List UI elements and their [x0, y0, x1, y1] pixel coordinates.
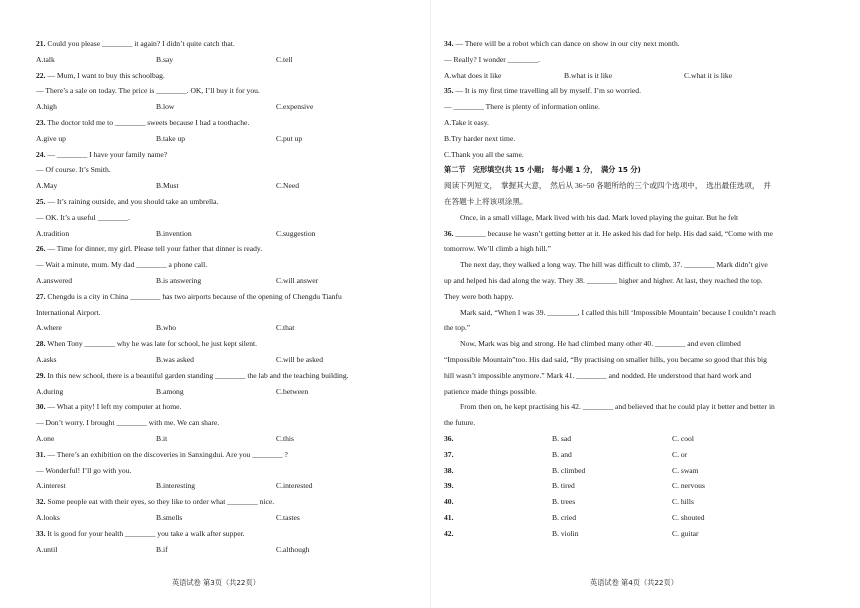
- text-line: C.Thank you all the same.: [444, 149, 524, 159]
- option-c: C. swam: [672, 465, 699, 475]
- question-number: 28.: [36, 339, 46, 349]
- answer-choice-row: [444, 526, 824, 542]
- option-c: C.although: [276, 544, 310, 554]
- option-c: C.interested: [276, 481, 313, 491]
- options-row: [444, 68, 824, 84]
- option-c: C.this: [276, 433, 294, 443]
- options-row: [36, 178, 416, 194]
- question-number: 33.: [36, 528, 46, 538]
- options-row: [36, 542, 416, 558]
- options-row: [36, 431, 416, 447]
- option-c: C.suggestion: [276, 228, 316, 238]
- option-c: C.expensive: [276, 102, 314, 112]
- option-c: C. cool: [672, 433, 694, 443]
- answer-choice-row: [444, 494, 824, 510]
- option-b: B.invention: [156, 228, 192, 238]
- answer-choice-row: [444, 447, 824, 463]
- option-c: C.what it is like: [684, 70, 733, 80]
- question-text: — What a pity! I left my computer at home.: [45, 402, 182, 412]
- left-page-footer: 英语试卷 第3页（共22页）: [172, 578, 260, 587]
- option-a: A.during: [36, 386, 64, 396]
- option-a: A.asks: [36, 354, 57, 364]
- question-text: — There will be a robot which can dance on show in our city next month.: [453, 39, 680, 48]
- question-line: [36, 368, 416, 384]
- option-a-cell: [444, 431, 552, 447]
- question-number: 21.: [36, 39, 46, 48]
- option-b: B. cried: [552, 512, 577, 522]
- option-a: A.interest: [36, 481, 66, 491]
- question-text: — There’s an exhibition on the discoveries in Sanxingdui. Are you ________ ?: [45, 449, 288, 459]
- text-line: They were both happy.: [444, 291, 514, 301]
- question-line: [36, 289, 416, 305]
- question-line: [36, 336, 416, 352]
- question-text: — It is my first time travelling all by myself. I’m so worried.: [453, 86, 641, 96]
- section-heading: 第二节 完形填空(共 15 小题; 每小题 1 分， 满分 15 分): [444, 165, 641, 175]
- option-c: C.tastes: [276, 512, 300, 522]
- option-a: A.May: [36, 181, 58, 191]
- option-a: A.tradition: [36, 228, 70, 238]
- question-number: 23.: [36, 117, 46, 127]
- options-row: [36, 478, 416, 494]
- text-line: up and helped his dad along the way. They 38. ________ higher and higher. At last, they reached the top.: [444, 275, 763, 285]
- text-line: A.Take it easy.: [444, 117, 489, 127]
- question-line: [36, 241, 416, 257]
- option-b: B. trees: [552, 497, 576, 507]
- option-c: C.will be asked: [276, 354, 324, 364]
- answer-choice-row: [444, 510, 824, 526]
- option-b: B.was asked: [156, 354, 194, 364]
- passage-line: Now, Mark was big and strong. He had climbed many other 40. ________ and even climbed: [460, 339, 741, 349]
- text-line: patience made things possible.: [444, 386, 537, 396]
- question-number: 26.: [36, 244, 46, 254]
- answer-choice-row: [444, 463, 824, 479]
- options-row: [36, 510, 416, 526]
- question-line: [36, 399, 416, 415]
- question-text: — Mum, I want to buy this schoolbag.: [45, 70, 165, 80]
- options-row: [36, 273, 416, 289]
- text-line: “Impossible Mountain”too. His dad said, “By practising on smaller hills, you became so good that this big: [444, 354, 767, 364]
- text-line: — There’s a sale on today. The price is ________. OK, I’ll buy it for you.: [36, 86, 260, 96]
- question-line: [36, 115, 416, 131]
- option-c: C.put up: [276, 133, 303, 143]
- item-number: 38.: [444, 465, 454, 475]
- text-line: — OK. It’s a useful ________.: [36, 212, 130, 222]
- text-line: International Airport.: [36, 307, 101, 317]
- question-text: Chengdu is a city in China ________ has two airports because of the opening of Chengdu Tianfu: [45, 291, 342, 301]
- passage-line: Mark said, “When I was 39. ________, I called this hill ‘Impossible Mountain’ because I couldn’t reach: [460, 307, 776, 317]
- question-text: — ________ I have your family name?: [45, 149, 168, 159]
- option-a: A.until: [36, 544, 58, 554]
- text-line: 在答题卡上将该项涂黑。: [444, 196, 528, 206]
- option-b: B. climbed: [552, 465, 586, 475]
- option-b: B.take up: [156, 133, 186, 143]
- option-c: C. nervous: [672, 481, 705, 491]
- text-line: the top.”: [444, 323, 471, 333]
- option-b: B. sad: [552, 433, 571, 443]
- options-row: [36, 99, 416, 115]
- question-number: 29.: [36, 370, 46, 380]
- question-text: Could you please ________ it again? I didn’t quite catch that.: [45, 39, 235, 48]
- question-line: [444, 36, 824, 52]
- option-a: A.what does it like: [444, 70, 502, 80]
- option-b: B.it: [156, 433, 168, 443]
- text-line: — Wait a minute, mum. My dad ________ a phone call.: [36, 260, 208, 270]
- item-number: 42.: [444, 528, 454, 538]
- question-text: Some people eat with their eyes, so they like to order what ________ nice.: [45, 497, 275, 507]
- item-number: 40.: [444, 497, 454, 507]
- option-a-cell: [444, 526, 552, 542]
- question-line: [444, 83, 824, 99]
- option-c: C. or: [672, 449, 688, 459]
- text-line: B.Try harder next time.: [444, 133, 516, 143]
- question-line: [36, 36, 416, 52]
- item-number: 39.: [444, 481, 454, 491]
- text-line: hill wasn’t impossible anymore.” Mark 41. ________ and nodded. He understood that hard work and: [444, 370, 752, 380]
- answer-choice-row: [444, 478, 824, 494]
- option-c: C. hills: [672, 497, 694, 507]
- text-line: — Don’t worry. I brought ________ with me. We can share.: [36, 418, 220, 428]
- question-number: 22.: [36, 70, 46, 80]
- question-line: [36, 447, 416, 463]
- options-row: [36, 52, 416, 68]
- option-b: B.say: [156, 54, 174, 64]
- page-divider: [430, 0, 431, 608]
- option-c: C.Need: [276, 181, 299, 191]
- options-row: [36, 352, 416, 368]
- option-b: B.low: [156, 102, 175, 112]
- question-text: It is good for your health ________ you take a walk after supper.: [45, 528, 245, 538]
- left-page: [36, 36, 416, 557]
- option-b: B.is answering: [156, 275, 202, 285]
- passage-line: From then on, he kept practising his 42. ________ and believed that he could play it better and better in: [460, 402, 775, 412]
- question-number: 35.: [444, 86, 454, 96]
- question-number: 24.: [36, 149, 46, 159]
- question-text: — It’s raining outside, and you should take an umbrella.: [45, 196, 219, 206]
- option-a: A.answered: [36, 275, 73, 285]
- text-line: — Wonderful! I’ll go with you.: [36, 465, 132, 475]
- option-c: C.that: [276, 323, 295, 333]
- option-a: A.one: [36, 433, 55, 443]
- options-row: [36, 226, 416, 242]
- option-a-cell: [444, 510, 552, 526]
- passage-line: The next day, they walked a long way. The hill was difficult to climb, 37. ________ Mark didn’t give: [460, 260, 768, 270]
- option-a-cell: [444, 463, 552, 479]
- question-text: ________ because he wasn’t getting better at it. He asked his dad for help. His dad said, “Come with me: [453, 228, 773, 238]
- option-b: B.who: [156, 323, 177, 333]
- question-line: [444, 226, 824, 242]
- question-number: 27.: [36, 291, 46, 301]
- question-line: [36, 494, 416, 510]
- option-c: C.between: [276, 386, 309, 396]
- option-a: A.looks: [36, 512, 60, 522]
- option-b: B.among: [156, 386, 184, 396]
- question-text: The doctor told me to ________ sweets because I had a toothache.: [45, 117, 250, 127]
- option-a-cell: [444, 447, 552, 463]
- option-a: A.high: [36, 102, 57, 112]
- text-line: — Of course. It’s Smith.: [36, 165, 111, 175]
- question-line: [36, 526, 416, 542]
- question-number: 25.: [36, 196, 46, 206]
- question-number: 36.: [444, 228, 454, 238]
- question-text: When Tony ________ why he was late for school, he just kept silent.: [45, 339, 258, 349]
- option-c: C.will answer: [276, 275, 319, 285]
- option-c: C. guitar: [672, 528, 699, 538]
- options-row: [36, 320, 416, 336]
- right-page-footer: 英语试卷 第4页（共22页）: [590, 578, 678, 587]
- option-b: B. and: [552, 449, 572, 459]
- question-number: 31.: [36, 449, 46, 459]
- question-line: [36, 194, 416, 210]
- option-a-cell: [444, 478, 552, 494]
- answer-choice-row: [444, 431, 824, 447]
- question-number: 30.: [36, 402, 46, 412]
- option-c: C. shouted: [672, 512, 705, 522]
- option-b: B.if: [156, 544, 168, 554]
- question-text: In this new school, there is a beautiful garden standing ________ the lab and the teaching building.: [45, 370, 349, 380]
- option-b: B.what is it like: [564, 70, 613, 80]
- item-number: 36.: [444, 433, 454, 443]
- option-a: A.where: [36, 323, 62, 333]
- option-a: A.give up: [36, 133, 66, 143]
- question-line: [36, 68, 416, 84]
- text-line: the future.: [444, 418, 476, 428]
- text-line: tomorrow. We’ll climb a high hill.”: [444, 244, 551, 254]
- option-b: B. tired: [552, 481, 575, 491]
- options-row: [36, 131, 416, 147]
- right-page: [444, 36, 824, 542]
- item-number: 41.: [444, 512, 454, 522]
- options-row: [36, 384, 416, 400]
- question-line: [36, 147, 416, 163]
- question-text: — Time for dinner, my girl. Please tell your father that dinner is ready.: [45, 244, 263, 254]
- question-number: 34.: [444, 39, 454, 48]
- text-line: 阅读下列短文， 掌握其大意， 然后从 36~50 各题所给的三个或四个选项中， 选出最佳选项， 并: [444, 181, 771, 191]
- question-number: 32.: [36, 497, 46, 507]
- text-line: — Really? I wonder ________.: [444, 54, 540, 64]
- option-b: B.smells: [156, 512, 183, 522]
- passage-line: Once, in a small village, Mark lived with his dad. Mark loved playing the guitar. But he felt: [460, 212, 739, 222]
- option-a: A.talk: [36, 54, 55, 64]
- option-b: B.Must: [156, 181, 179, 191]
- option-b: B.interesting: [156, 481, 196, 491]
- option-c: C.tell: [276, 54, 293, 64]
- item-number: 37.: [444, 449, 454, 459]
- option-a-cell: [444, 494, 552, 510]
- text-line: — ________ There is plenty of information online.: [444, 102, 600, 112]
- option-b: B. violin: [552, 528, 579, 538]
